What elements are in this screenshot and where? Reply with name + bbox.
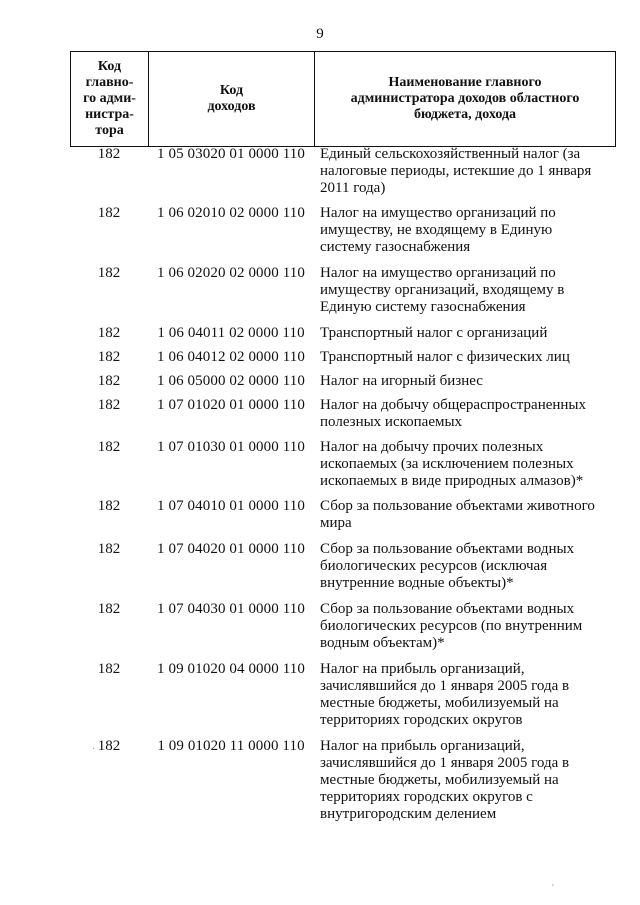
income-name-cell: Налог на игорный бизнес	[320, 373, 483, 389]
table-row	[70, 325, 616, 342]
income-name-cell: Транспортный налог с организаций	[320, 325, 548, 341]
admin-code-cell: 182	[97, 146, 121, 162]
income-name-cell: Налог на прибыль организаций, зачислявшийся до 1 января 2005 года в местные бюджеты, мобилизуемый на территориях городских округов с внутригородским делением	[320, 738, 570, 822]
admin-code-cell: 182	[97, 738, 121, 754]
admin-code-cell: 182	[97, 541, 121, 557]
income-code-cell: 1 07 01020 01 0000 110	[157, 397, 305, 413]
admin-code-cell: 182	[97, 498, 121, 514]
income-code-cell: 1 07 04020 01 0000 110	[157, 541, 305, 557]
table-row	[70, 541, 616, 592]
income-name-cell: Налог на прибыль организаций, зачислявшийся до 1 января 2005 года в местные бюджеты, мобилизуемый на территориях городских округов	[320, 661, 570, 728]
income-name-cell: Сбор за пользование объектами животного мира	[320, 498, 595, 531]
table-row	[70, 205, 616, 256]
income-code-cell: 1 07 04030 01 0000 110	[157, 601, 305, 617]
income-name-cell: Налог на добычу общераспространенных полезных ископаемых	[320, 397, 587, 430]
income-name-cell: Налог на имущество организаций по имуществу организаций, входящему в Единую систему газоснабжения	[320, 265, 565, 315]
scan-speck: '	[552, 883, 554, 894]
admin-code-cell: 182	[97, 265, 121, 281]
admin-code-cell: 182	[97, 601, 121, 617]
income-name-cell: Налог на добычу прочих полезных ископаемых (за исключением полезных ископаемых в виде природных алмазов)*	[320, 439, 584, 489]
table-row	[70, 601, 616, 652]
admin-code-cell: 182	[97, 325, 121, 341]
income-code-cell: 1 07 04010 01 0000 110	[157, 498, 305, 514]
scan-speck: ·	[92, 744, 96, 755]
header-admin-code: Код главно- го адми- нистра- тора	[71, 52, 149, 146]
income-code-cell: 1 06 04011 02 0000 110	[157, 325, 305, 341]
income-name-cell: Сбор за пользование объектами водных биологических ресурсов (исключая внутренние водные объекты)*	[320, 541, 575, 591]
header-name: Наименование главного администратора доходов областного бюджета, дохода	[350, 75, 580, 122]
table-row	[70, 439, 616, 490]
income-code-cell: 1 06 02010 02 0000 110	[157, 205, 305, 221]
table-row	[70, 265, 616, 316]
income-code-cell: 1 07 01030 01 0000 110	[157, 439, 305, 455]
income-code-cell: 1 05 03020 01 0000 110	[157, 146, 305, 162]
page-number: 9	[316, 26, 324, 42]
table-header	[70, 51, 616, 147]
table-row	[70, 661, 616, 729]
table-row	[70, 397, 616, 431]
income-code-cell: 1 06 02020 02 0000 110	[157, 265, 305, 281]
admin-code-cell: 182	[97, 397, 121, 413]
header-income-code: Код доходов	[149, 52, 315, 146]
income-name-cell: Транспортный налог с физических лиц	[320, 349, 570, 365]
table-row	[70, 146, 616, 197]
income-code-cell: 1 09 01020 04 0000 110	[157, 661, 305, 677]
table-row	[70, 349, 616, 366]
income-code-cell: 1 06 05000 02 0000 110	[157, 373, 305, 389]
table-row	[70, 373, 616, 390]
admin-code-cell: 182	[97, 205, 121, 221]
income-code-cell: 1 09 01020 11 0000 110	[157, 738, 305, 754]
income-name-cell: Единый сельскохозяйственный налог (за налоговые периоды, истекшие до 1 января 2011 года)	[320, 146, 592, 196]
income-name-cell: Налог на имущество организаций по имуществу, не входящему в Единую систему газоснабжения	[320, 205, 556, 255]
income-code-cell: 1 06 04012 02 0000 110	[157, 349, 305, 365]
admin-code-cell: 182	[97, 349, 121, 365]
admin-code-cell: 182	[97, 661, 121, 677]
table-row	[70, 498, 616, 532]
admin-code-cell: 182	[97, 439, 121, 455]
income-name-cell: Сбор за пользование объектами водных биологических ресурсов (по внутренним водным объектам)*	[320, 601, 583, 651]
admin-code-cell: 182	[97, 373, 121, 389]
table-row	[70, 738, 616, 823]
table-body	[70, 146, 616, 823]
